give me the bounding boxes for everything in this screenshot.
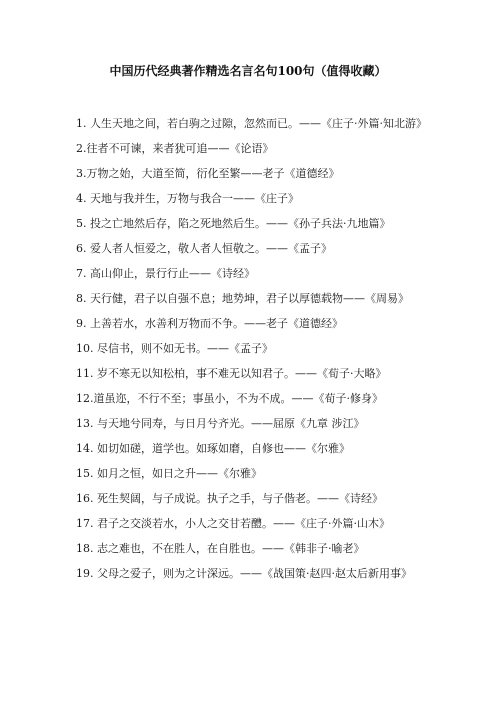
quote-item: 13. 与天地兮同寿，与日月兮齐光。——屈原《九章 涉江》 xyxy=(76,417,365,430)
document-title: 中国历代经典著作精选名言名句100句（值得收藏） xyxy=(109,64,387,78)
quote-item: 1. 人生天地之间，若白驹之过隙，忽然而已。——《庄子·外篇·知北游》 xyxy=(76,117,427,130)
quote-item: 18. 志之难也，不在胜人，在自胜也。——《韩非子·喻老》 xyxy=(76,542,365,555)
quote-item: 19. 父母之爱子，则为之计深远。——《战国策·赵四·赵太后新用事》 xyxy=(76,567,412,580)
quote-item: 5. 投之亡地然后存，陷之死地然后生。——《孙子兵法·九地篇》 xyxy=(76,217,391,230)
quote-list xyxy=(76,115,428,590)
quote-item: 4. 天地与我并生，万物与我合一——《庄子》 xyxy=(76,192,299,205)
quote-item: 17. 君子之交淡若水，小人之交甘若醴。——《庄子·外篇·山木》 xyxy=(76,517,390,530)
quote-item: 8. 天行健，君子以自强不息；地势坤，君子以厚德载物——《周易》 xyxy=(76,292,409,305)
quote-item: 3.万物之始，大道至简，衍化至繁——老子《道德经》 xyxy=(76,167,340,180)
quote-item: 6. 爱人者人恒爱之，敬人者人恒敬之。——《孟子》 xyxy=(76,242,332,255)
quote-item: 14. 如切如磋，道学也。如琢如磨，自修也——《尔雅》 xyxy=(76,442,350,455)
quote-item: 15. 如月之恒，如日之升——《尔雅》 xyxy=(76,467,262,480)
quote-item: 11. 岁不寒无以知松柏，事不难无以知君子。——《荀子·大略》 xyxy=(76,367,387,380)
quote-item: 16. 死生契阔，与子成说。执子之手，与子偕老。——《诗经》 xyxy=(76,492,383,505)
quote-item: 12.道虽迩，不行不至；事虽小，不为不成。——《荀子·修身》 xyxy=(76,392,383,405)
quote-item: 2.往者不可谏，来者犹可追——《论语》 xyxy=(76,142,274,155)
quote-item: 10. 尽信书，则不如无书。——《孟子》 xyxy=(76,342,273,355)
quote-item: 7. 高山仰止，景行行止——《诗经》 xyxy=(76,267,255,280)
quote-item: 9. 上善若水，水善利万物而不争。——老子《道德经》 xyxy=(76,317,343,330)
